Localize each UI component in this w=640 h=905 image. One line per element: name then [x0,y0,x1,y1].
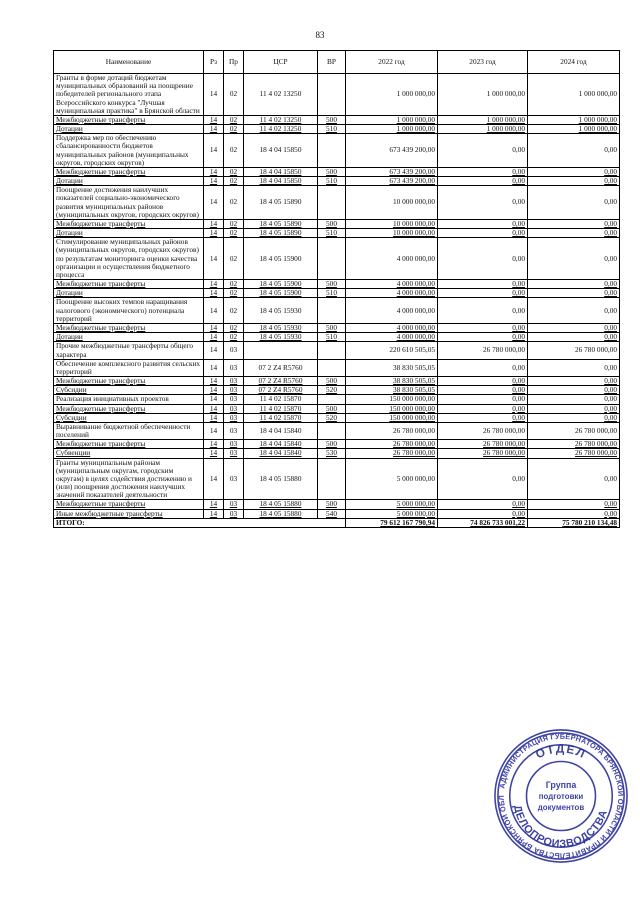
cell-y2023: 0,00 [438,280,528,289]
cell-y2024: 0,00 [528,386,620,395]
cell-y2022: 4 000 000,00 [346,333,438,342]
cell-y2024: 0,00 [528,289,620,298]
cell-vr [318,238,346,280]
cell-vr: 510 [318,125,346,134]
cell-vr [318,134,346,168]
cell-vr: 500 [318,115,346,124]
cell-csr: 18 4 05 15930 [244,323,318,332]
table-row [54,238,620,280]
cell-name: Поощрение достижения наилучших показателей социально-экономического развития муниципальных районов (муниципальных округов, городских округов) [54,186,204,220]
cell-rz: 14 [204,298,224,324]
cell-y2024: 0,00 [528,323,620,332]
cell-name: Поощрение высоких темпов наращивания налогового (экономического) потенциала территорий [54,298,204,324]
cell-csr: 18 4 05 15900 [244,280,318,289]
cell-y2022: 4 000 000,00 [346,280,438,289]
cell-y2022: 10 000 000,00 [346,229,438,238]
cell-y2022: 5 000 000,00 [346,509,438,518]
cell-name: Межбюджетные трансферты [54,440,204,449]
cell-name: Межбюджетные трансферты [54,280,204,289]
cell-pr: 02 [224,74,244,116]
header-vr: ВР [318,51,346,74]
stamp-seal-icon [492,727,630,865]
cell-pr: 03 [224,342,244,359]
header-name: Наименование [54,51,204,74]
table-row [54,500,620,509]
cell-y2022: 150 000 000,00 [346,413,438,422]
cell-name: Межбюджетные трансферты [54,323,204,332]
cell-name: Субсидии [54,386,204,395]
header-pr: Пр [224,51,244,74]
cell-csr: 11 4 02 15870 [244,413,318,422]
cell-vr: 500 [318,323,346,332]
cell-y2024: 0,00 [528,413,620,422]
cell-y2024: 0,00 [528,458,620,500]
cell-y2023: 0,00 [438,238,528,280]
cell-rz: 14 [204,167,224,176]
cell-y2023: 26 780 000,00 [438,449,528,458]
cell-y2024: 26 780 000,00 [528,440,620,449]
cell-csr: 18 4 05 15880 [244,509,318,518]
cell-rz: 14 [204,323,224,332]
cell-csr: 11 4 02 13250 [244,115,318,124]
cell-rz: 14 [204,342,224,359]
cell-vr: 500 [318,500,346,509]
cell-vr: 510 [318,333,346,342]
stamp-center-line: Группа [545,780,577,791]
cell-name: Гранты муниципальным районам (муниципальным округам, городским округам) в целях содействия достижению и (или) поощрения достижения наилучших значений показателей деятельности [54,458,204,500]
cell-csr: 18 4 05 15880 [244,458,318,500]
cell-y2024: 0,00 [528,333,620,342]
cell-pr: 02 [224,177,244,186]
cell-y2023: 0,00 [438,167,528,176]
table-row [54,323,620,332]
cell-csr: 07 2 Z4 R5760 [244,386,318,395]
cell-y2024: 0,00 [528,238,620,280]
cell-rz: 14 [204,186,224,220]
cell-name: Межбюджетные трансферты [54,115,204,124]
cell-vr: 520 [318,413,346,422]
cell-y2022: 673 439 200,00 [346,167,438,176]
cell-vr: 500 [318,219,346,228]
cell-y2024: 0,00 [528,395,620,404]
cell-vr [318,458,346,500]
cell-y2022: 4 000 000,00 [346,238,438,280]
cell-csr: 18 4 05 15900 [244,289,318,298]
cell-csr: 18 4 05 15900 [244,238,318,280]
cell-y2023: 26 780 000,00 [438,342,528,359]
cell-y2024: 0,00 [528,229,620,238]
table-row [54,386,620,395]
cell-y2024: 0,00 [528,359,620,376]
cell-y2022: 150 000 000,00 [346,395,438,404]
cell-csr: 11 4 02 15870 [244,395,318,404]
cell-csr: 18 4 05 15890 [244,229,318,238]
cell-y2022: 26 780 000,00 [346,449,438,458]
table-row [54,134,620,168]
page-number: 83 [315,30,325,40]
table-row [54,167,620,176]
cell-name: Дотации [54,289,204,298]
cell-pr: 03 [224,440,244,449]
cell-y2024: 0,00 [528,404,620,413]
cell-y2024: 26 780 000,00 [528,422,620,439]
cell-vr: 510 [318,289,346,298]
cell-pr: 02 [224,298,244,324]
cell-y2023: 1 000 000,00 [438,74,528,116]
table-row [54,413,620,422]
cell-csr: 18 4 04 15850 [244,167,318,176]
table-row [54,440,620,449]
cell-vr [318,395,346,404]
cell-rz: 14 [204,229,224,238]
cell-y2024: 26 780 000,00 [528,449,620,458]
cell-y2023: 0,00 [438,219,528,228]
table-row [54,333,620,342]
stamp-department-label: ОТДЕЛ [533,741,589,762]
cell-vr [318,74,346,116]
cell-y2022: 1 000 000,00 [346,115,438,124]
cell-name: Межбюджетные трансферты [54,404,204,413]
svg-text:ОТДЕЛ [533,742,588,762]
cell-pr: 03 [224,386,244,395]
table-row [54,229,620,238]
cell-pr: 02 [224,323,244,332]
cell-y2022: 1 000 000,00 [346,74,438,116]
cell-rz: 14 [204,377,224,386]
cell-y2023: 0,00 [438,229,528,238]
header-csr: ЦСР [244,51,318,74]
cell-rz: 14 [204,289,224,298]
cell-name: Иные межбюджетные трансферты [54,509,204,518]
cell-rz: 14 [204,333,224,342]
cell-rz: 14 [204,404,224,413]
cell-pr: 03 [224,395,244,404]
cell-y2024: 0,00 [528,167,620,176]
cell-vr: 500 [318,404,346,413]
table-row [54,298,620,324]
header-row [54,51,620,74]
cell-rz: 14 [204,509,224,518]
table-row [54,449,620,458]
cell-y2022: 4 000 000,00 [346,298,438,324]
cell-y2023: 0,00 [438,500,528,509]
department-stamp [492,727,630,865]
cell-name: Субсидии [54,413,204,422]
cell-csr: 18 4 05 15930 [244,298,318,324]
total-label: ИТОГО: [54,518,346,527]
cell-y2022: 10 000 000,00 [346,219,438,228]
cell-rz: 14 [204,125,224,134]
stamp-ring-text: АДМИНИСТРАЦИЯ ГУБЕРНАТОРА БРЯНСКОЙ ОБЛАСТИ И ПРАВИТЕЛЬСТВА БРЯНСКОЙ ОБЛ [496,731,626,861]
table-row [54,342,620,359]
cell-vr: 520 [318,386,346,395]
cell-rz: 14 [204,500,224,509]
cell-y2022: 220 610 505,05 [346,342,438,359]
budget-table [53,50,620,528]
cell-y2023: 0,00 [438,333,528,342]
cell-rz: 14 [204,134,224,168]
cell-csr: 11 4 02 13250 [244,125,318,134]
cell-pr: 03 [224,404,244,413]
cell-y2024: 0,00 [528,280,620,289]
table-row [54,289,620,298]
header-rz: Рз [204,51,224,74]
cell-y2024: 0,00 [528,509,620,518]
cell-pr: 02 [224,115,244,124]
cell-y2024: 0,00 [528,219,620,228]
cell-csr [244,342,318,359]
cell-pr: 02 [224,134,244,168]
total-2023: 74 826 733 001,22 [438,518,528,527]
table-row [54,422,620,439]
cell-rz: 14 [204,458,224,500]
cell-rz: 14 [204,449,224,458]
cell-y2023: 0,00 [438,289,528,298]
cell-y2023: 0,00 [438,509,528,518]
table-row [54,404,620,413]
cell-y2022: 38 830 505,05 [346,386,438,395]
cell-y2023: 0,00 [438,177,528,186]
cell-name: Стимулирование муниципальных районов (муниципальных округов, городских округов) по результатам мониторинга оценки качества организации и осуществления бюджетного процесса [54,238,204,280]
cell-y2023: 0,00 [438,359,528,376]
cell-csr: 18 4 05 15890 [244,186,318,220]
cell-csr: 18 4 05 15890 [244,219,318,228]
cell-name: Гранты в форме дотаций бюджетам муниципальных образований на поощрение победителей регионального этапа Всероссийского конкурса "Лучшая муниципальная практика" в Брянской области [54,74,204,116]
cell-pr: 03 [224,500,244,509]
cell-y2023: 0,00 [438,298,528,324]
cell-rz: 14 [204,115,224,124]
cell-y2023: 1 000 000,00 [438,125,528,134]
cell-name: Межбюджетные трансферты [54,377,204,386]
cell-name: Дотации [54,333,204,342]
header-2024: 2024 год [528,51,620,74]
cell-vr: 500 [318,280,346,289]
cell-y2023: 0,00 [438,386,528,395]
total-2022: 79 612 167 790,94 [346,518,438,527]
cell-csr: 11 4 02 15870 [244,404,318,413]
cell-pr: 02 [224,229,244,238]
stamp-center-line: документов [537,802,585,812]
cell-vr [318,298,346,324]
table-row [54,458,620,500]
cell-name: Реализация инициативных проектов [54,395,204,404]
cell-y2022: 1 000 000,00 [346,125,438,134]
cell-y2022: 4 000 000,00 [346,323,438,332]
cell-vr [318,422,346,439]
cell-vr [318,359,346,376]
cell-rz: 14 [204,74,224,116]
cell-y2024: 0,00 [528,186,620,220]
cell-y2022: 26 780 000,00 [346,440,438,449]
cell-y2023: 0,00 [438,134,528,168]
header-2023: 2023 год [438,51,528,74]
cell-rz: 14 [204,440,224,449]
cell-pr: 02 [224,219,244,228]
cell-y2022: 150 000 000,00 [346,404,438,413]
cell-rz: 14 [204,177,224,186]
total-row [54,518,620,527]
stamp-office-label: ДЕЛОПРОИЗВОДСТВА [510,803,611,851]
cell-name: Выравнивание бюджетной обеспеченности поселений [54,422,204,439]
cell-pr: 03 [224,458,244,500]
cell-pr: 03 [224,377,244,386]
cell-name: Дотации [54,125,204,134]
cell-y2022: 5 000 000,00 [346,458,438,500]
cell-vr: 540 [318,509,346,518]
cell-rz: 14 [204,219,224,228]
cell-y2022: 26 780 000,00 [346,422,438,439]
cell-y2022: 673 439 200,00 [346,134,438,168]
table-row [54,186,620,220]
cell-pr: 02 [224,186,244,220]
cell-y2023: 0,00 [438,186,528,220]
cell-pr: 03 [224,449,244,458]
cell-vr: 510 [318,177,346,186]
cell-vr: 530 [318,449,346,458]
cell-y2024: 1 000 000,00 [528,125,620,134]
cell-vr: 510 [318,229,346,238]
cell-pr: 03 [224,509,244,518]
cell-y2022: 5 000 000,00 [346,500,438,509]
cell-y2024: 26 780 000,00 [528,342,620,359]
cell-y2024: 1 000 000,00 [528,74,620,116]
cell-csr: 18 4 04 15850 [244,134,318,168]
table-row [54,280,620,289]
cell-csr: 07 2 Z4 R5760 [244,377,318,386]
stamp-center-line: подготовки [538,791,584,801]
cell-rz: 14 [204,422,224,439]
table-row [54,219,620,228]
cell-name: Межбюджетные трансферты [54,500,204,509]
header-2022: 2022 год [346,51,438,74]
total-2024: 75 780 210 134,48 [528,518,620,527]
cell-y2024: 0,00 [528,298,620,324]
cell-y2022: 38 830 505,05 [346,359,438,376]
table-row [54,125,620,134]
cell-y2022: 10 000 000,00 [346,186,438,220]
cell-name: Обеспечение комплексного развития сельских территорий [54,359,204,376]
cell-name: Поддержка мер по обеспечению сбалансированности бюджетов муниципальных районов (муниципальных округов, городских округов) [54,134,204,168]
cell-name: Дотации [54,177,204,186]
cell-pr: 02 [224,167,244,176]
cell-rz: 14 [204,413,224,422]
cell-y2022: 673 439 200,00 [346,177,438,186]
cell-y2024: 0,00 [528,134,620,168]
cell-y2023: 1 000 000,00 [438,115,528,124]
cell-csr: 18 4 04 15840 [244,440,318,449]
cell-y2022: 4 000 000,00 [346,289,438,298]
cell-pr: 02 [224,125,244,134]
cell-vr [318,342,346,359]
cell-vr: 500 [318,167,346,176]
cell-y2024: 1 000 000,00 [528,115,620,124]
cell-y2023: 0,00 [438,413,528,422]
cell-rz: 14 [204,395,224,404]
table-row [54,377,620,386]
cell-y2023: 0,00 [438,377,528,386]
cell-name: Прочие межбюджетные трансферты общего характера [54,342,204,359]
cell-name: Субвенции [54,449,204,458]
cell-pr: 02 [224,333,244,342]
cell-csr: 18 4 04 15840 [244,449,318,458]
cell-vr [318,186,346,220]
cell-rz: 14 [204,280,224,289]
cell-y2023: 0,00 [438,404,528,413]
cell-y2022: 38 830 505,05 [346,377,438,386]
table-row [54,509,620,518]
cell-y2023: 26 780 000,00 [438,440,528,449]
cell-name: Межбюджетные трансферты [54,219,204,228]
table-row [54,74,620,116]
cell-y2023: 0,00 [438,458,528,500]
cell-rz: 14 [204,359,224,376]
cell-pr: 02 [224,289,244,298]
cell-vr: 500 [318,377,346,386]
table-row [54,115,620,124]
cell-rz: 14 [204,386,224,395]
table-row [54,395,620,404]
cell-pr: 03 [224,422,244,439]
cell-y2024: 0,00 [528,500,620,509]
cell-pr: 03 [224,359,244,376]
cell-name: Дотации [54,229,204,238]
cell-pr: 02 [224,280,244,289]
table-body [54,74,620,519]
cell-vr: 500 [318,440,346,449]
cell-name: Межбюджетные трансферты [54,167,204,176]
cell-csr: 18 4 04 15850 [244,177,318,186]
cell-csr: 07 2 Z4 R5760 [244,359,318,376]
cell-csr: 18 4 04 15840 [244,422,318,439]
cell-y2023: 0,00 [438,323,528,332]
table-row [54,359,620,376]
cell-csr: 18 4 05 15880 [244,500,318,509]
cell-y2023: 0,00 [438,395,528,404]
cell-pr: 03 [224,413,244,422]
cell-y2024: 0,00 [528,177,620,186]
cell-rz: 14 [204,238,224,280]
cell-csr: 18 4 05 15930 [244,333,318,342]
cell-csr: 11 4 02 13250 [244,74,318,116]
cell-pr: 02 [224,238,244,280]
cell-y2024: 0,00 [528,377,620,386]
cell-y2023: 26 780 000,00 [438,422,528,439]
table-row [54,177,620,186]
